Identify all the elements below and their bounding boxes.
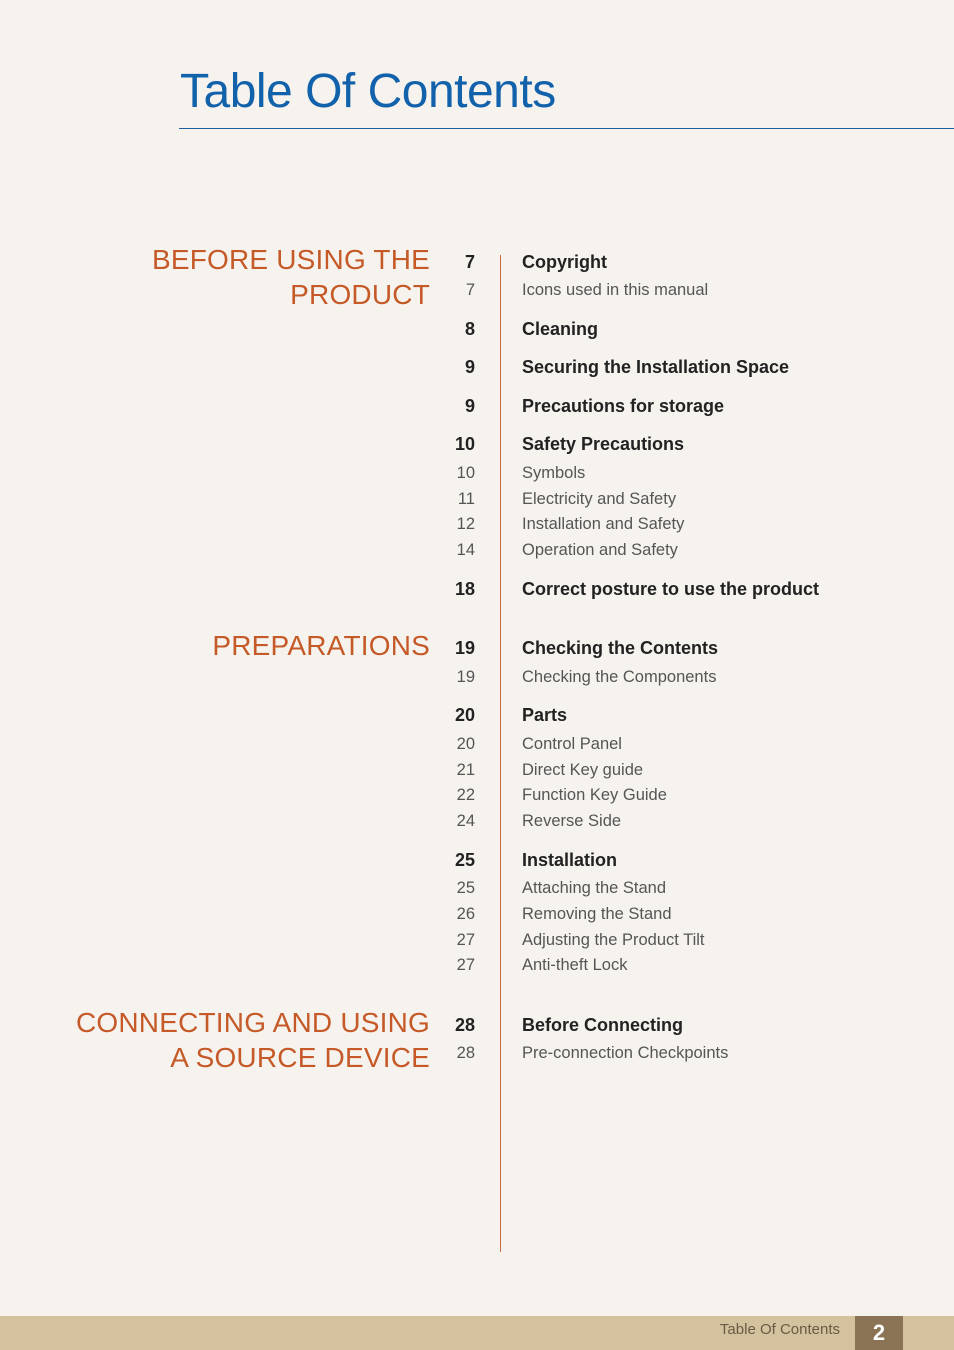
- toc-entry[interactable]: [0, 902, 954, 926]
- toc-entry[interactable]: [0, 1013, 954, 1037]
- toc-entry-label: Electricity and Safety: [522, 490, 677, 508]
- section-heading-line: PREPARATIONS: [212, 630, 430, 661]
- toc-page-number: 10: [454, 434, 475, 454]
- toc-entry-label: Before Connecting: [522, 1015, 684, 1035]
- toc-page-number: 10: [456, 464, 475, 482]
- toc-page-number: 18: [454, 579, 475, 599]
- toc-entry[interactable]: [0, 487, 954, 511]
- toc-entry[interactable]: [0, 953, 954, 977]
- toc-page-number: 14: [456, 541, 475, 559]
- toc-page-number: 25: [454, 850, 475, 870]
- toc-entry[interactable]: [0, 732, 954, 756]
- toc-page-number: 20: [456, 735, 475, 753]
- toc-entry[interactable]: [0, 665, 954, 689]
- toc-entry-label: Adjusting the Product Tilt: [522, 931, 705, 949]
- toc-entry-label: Removing the Stand: [522, 905, 672, 923]
- toc-entry[interactable]: [0, 538, 954, 562]
- toc-page-number: 28: [454, 1015, 475, 1035]
- toc-page-number: 7: [464, 252, 475, 272]
- toc-entry[interactable]: [0, 848, 954, 872]
- toc-page-number: 19: [454, 638, 475, 658]
- toc-entry[interactable]: [0, 876, 954, 900]
- toc-page-number: 25: [456, 879, 475, 897]
- footer-page-number: 2: [855, 1316, 903, 1350]
- toc-entry-label: Checking the Contents: [522, 638, 719, 658]
- toc-entry-label: Parts: [522, 705, 568, 725]
- toc-entry-label: Safety Precautions: [522, 434, 685, 454]
- toc-entry[interactable]: [0, 758, 954, 782]
- toc-entry-label: Icons used in this manual: [522, 281, 709, 299]
- toc-entry-label: Installation: [522, 850, 618, 870]
- toc-page-number: 7: [465, 281, 475, 299]
- toc-page-number: 9: [464, 357, 475, 377]
- toc-entry-label: Pre-connection Checkpoints: [522, 1044, 729, 1062]
- toc-entry-label: Reverse Side: [522, 812, 622, 830]
- toc-entry[interactable]: [0, 317, 954, 341]
- toc-entry-label: Correct posture to use the product: [522, 579, 820, 599]
- toc-entry[interactable]: [0, 355, 954, 379]
- toc-entry-label: Function Key Guide: [522, 786, 667, 804]
- toc-entry-label: Precautions for storage: [522, 396, 725, 416]
- toc-entry[interactable]: [0, 432, 954, 456]
- toc-entry[interactable]: [0, 278, 954, 302]
- toc-entry[interactable]: [0, 928, 954, 952]
- toc-entry-label: Anti-theft Lock: [522, 956, 628, 974]
- footer-label: Table Of Contents: [719, 1321, 840, 1338]
- toc-entry[interactable]: [0, 250, 954, 274]
- toc-entry[interactable]: [0, 461, 954, 485]
- toc-entry-label: Installation and Safety: [522, 515, 685, 533]
- toc-entry-label: Checking the Components: [522, 668, 717, 686]
- toc-entry[interactable]: [0, 394, 954, 418]
- section-heading-line: PRODUCT: [290, 279, 430, 310]
- toc-entry[interactable]: [0, 577, 954, 601]
- toc-page-number: 20: [454, 705, 475, 725]
- section-heading-line: BEFORE USING THE: [151, 244, 430, 275]
- toc-page-number: 27: [456, 956, 475, 974]
- toc-page-number: 21: [456, 761, 475, 779]
- toc-entry-label: Symbols: [522, 464, 586, 482]
- toc-page-number: 12: [456, 515, 475, 533]
- toc-entry[interactable]: [0, 703, 954, 727]
- toc-page-number: 22: [456, 786, 475, 804]
- toc-entry[interactable]: [0, 636, 954, 660]
- toc-entry[interactable]: [0, 809, 954, 833]
- toc-page-number: 27: [456, 931, 475, 949]
- toc-entry-label: Cleaning: [522, 319, 599, 339]
- toc-page-number: 28: [456, 1044, 475, 1062]
- toc-page-number: 24: [456, 812, 475, 830]
- toc-entry[interactable]: [0, 783, 954, 807]
- toc-page-number: 26: [456, 905, 475, 923]
- toc-page-number: 11: [457, 490, 475, 508]
- section-heading-line: A SOURCE DEVICE: [170, 1042, 430, 1073]
- toc-entry-label: Copyright: [522, 252, 607, 272]
- toc-page-number: 19: [456, 668, 475, 686]
- title-rule: [179, 128, 954, 129]
- toc-page-number: 9: [464, 396, 475, 416]
- section-heading-line: CONNECTING AND USING: [75, 1007, 430, 1038]
- toc-entry[interactable]: [0, 512, 954, 536]
- toc-entry-label: Control Panel: [522, 735, 622, 753]
- toc-entry[interactable]: [0, 1041, 954, 1065]
- toc-entry-label: Attaching the Stand: [522, 879, 667, 897]
- toc-entry-label: Direct Key guide: [522, 761, 644, 779]
- toc-entry-label: Securing the Installation Space: [522, 357, 790, 377]
- toc-page-number: 8: [464, 319, 475, 339]
- toc-entry-label: Operation and Safety: [522, 541, 678, 559]
- page-title: Table Of Contents: [180, 65, 556, 118]
